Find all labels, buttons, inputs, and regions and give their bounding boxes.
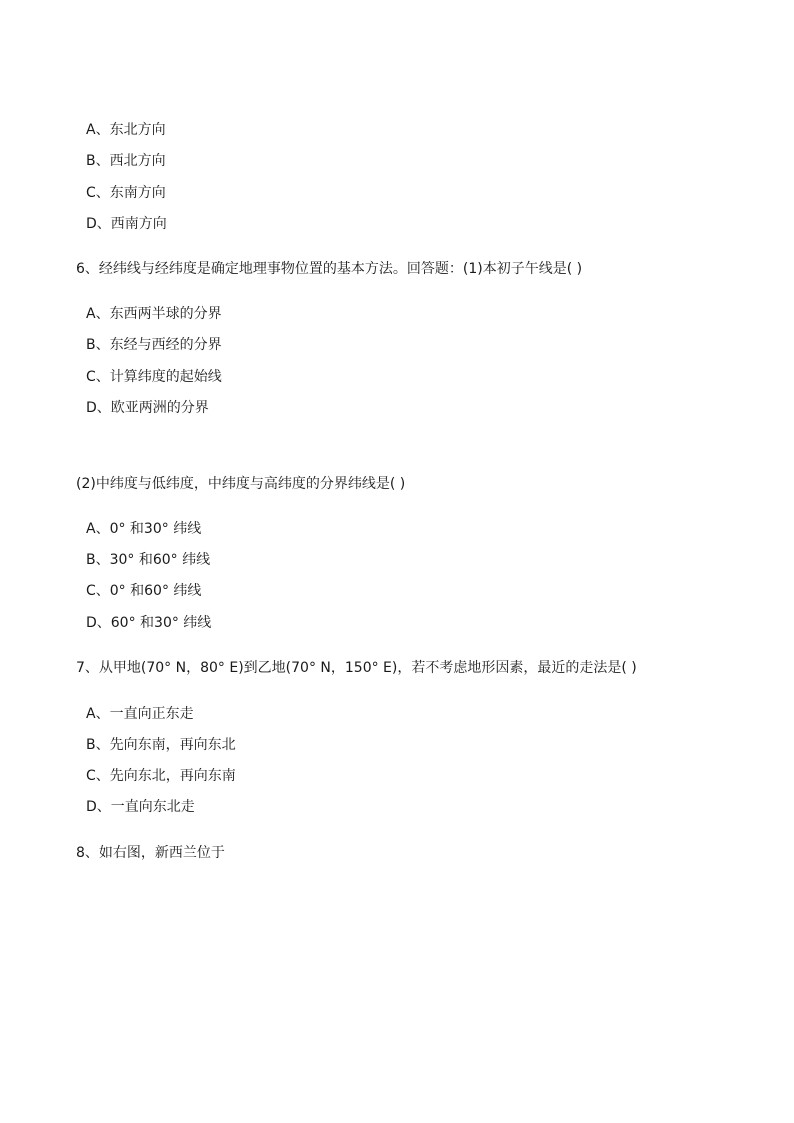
question-6-option-d: D、欧亚两洲的分界 <box>86 400 209 416</box>
question-8-stem: 8、如右图，新西兰位于 <box>76 845 225 861</box>
question-7-stem: 7、从甲地(70° N，80° E)到乙地(70° N，150° E)，若不考虑地形因素，最近的走法是( ) <box>76 660 637 676</box>
question-6-part2-option-d: D、60° 和30° 纬线 <box>86 615 212 631</box>
option-b: B、西北方向 <box>86 153 166 169</box>
question-6-option-c: C、计算纬度的起始线 <box>86 369 222 385</box>
option-d: D、西南方向 <box>86 216 167 232</box>
question-7-option-c: C、先向东北，再向东南 <box>86 768 236 784</box>
question-6-part2-option-a: A、0° 和30° 纬线 <box>86 521 202 537</box>
question-6-part2-option-b: B、30° 和60° 纬线 <box>86 552 211 568</box>
question-6-part2-option-c: C、0° 和60° 纬线 <box>86 583 202 599</box>
question-6-option-b: B、东经与西经的分界 <box>86 337 222 353</box>
question-6-stem: 6、经纬线与经纬度是确定地理事物位置的基本方法。回答题：(1)本初子午线是( ) <box>76 261 583 277</box>
question-7-option-b: B、先向东南，再向东北 <box>86 737 236 753</box>
option-c: C、东南方向 <box>86 185 166 201</box>
question-6-part2-stem: (2)中纬度与低纬度，中纬度与高纬度的分界纬线是( ) <box>76 476 406 492</box>
question-7-option-d: D、一直向东北走 <box>86 799 195 815</box>
question-7-option-a: A、一直向正东走 <box>86 706 194 722</box>
option-a: A、东北方向 <box>86 122 166 138</box>
question-6-option-a: A、东西两半球的分界 <box>86 306 222 322</box>
